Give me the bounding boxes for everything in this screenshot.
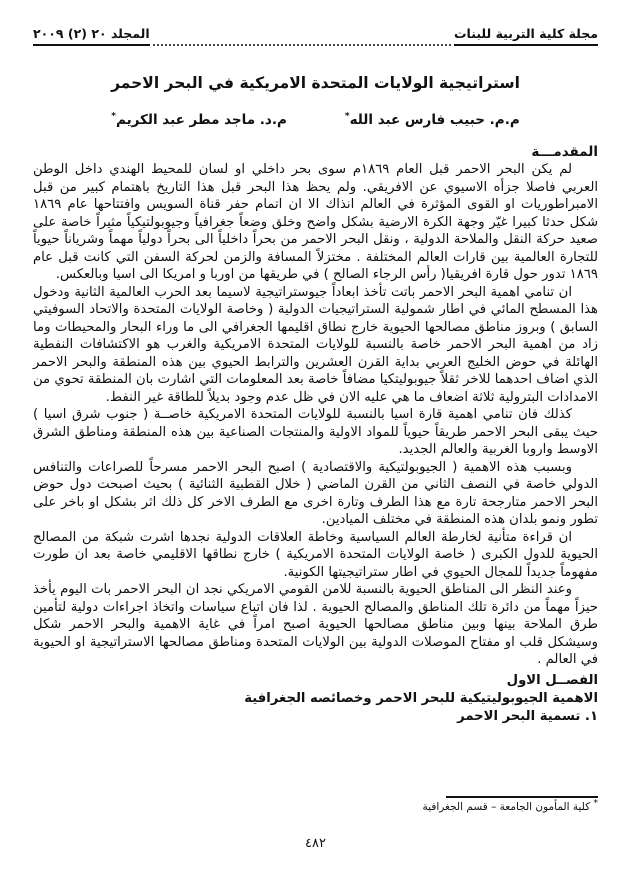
chapter-subtitle: الاهمية الجيوبوليتيكية للبحر الاحمر وخصائصه الجغرافية [244,690,598,706]
paragraph-5: ان قراءة متأنية لخارطة العالم السياسية وخاطة العلاقات الدولية نجدها اشرت شبكة من المصالح الحيوية للدول الكبرى ( خاصة الولايات المتحدة الامريكية ) خارج نطاقها الاقليمي خاصة بعد ان طورت مفهوماً جديداً للمجال الحيوي في اطار ستراتيجيتها الكونية. [33,529,598,580]
chapter-heading-block [33,672,598,726]
journal-title: مجلة كلية التربية للبنات [454,26,598,46]
footnote-affiliation: كلية المأمون الجامعة – قسم الجغرافية [422,801,594,813]
footnote-marker: * [593,798,598,809]
journal-header [33,26,598,46]
authors-row [33,112,598,128]
footnote-rule [446,796,598,798]
author-2-name: م.د. ماجد مطر عبد الكريم [116,112,287,128]
author-2-footnote-marker: * [111,111,116,122]
volume-issue-year: المجلد ٢٠ (٢) ٢٠٠٩ [33,26,150,46]
introduction-heading: المقدمـــة [531,144,598,160]
paragraph-3: كذلك فان تنامي اهمية قارة اسيا بالنسبة للولايات المتحدة الامريكية خاصــة ( جنوب شرق اسيا ) حيث يبقى البحر الاحمر طريقاً حيوياً للمواد الاولية والمنتجات الصناعية بين هذه المنطقة ومناطق الشرق الاوسط واروبا الغربية والعالم الجديد. [33,407,598,457]
chapter-section-1: ١. تسمية البحر الاحمر [457,708,598,724]
author-1 [345,112,520,128]
footnote-text [33,798,598,813]
author-2 [111,112,287,128]
paragraph-2: ان تنامي اهمية البحر الاحمر باتت تأخذ ابعاداً جيوستراتيجية لاسيما بعد الحرب العالمية الثانية ودخول هذا المسطح المائي في اطار شمولية الستراتيجيات الدولية ( وخاصة الولايات المتحدة والاتحاد السوفيتي السابق ) وبروز مناطق مصالحها الحيوية خارج نطاق اقليمها الجغرافي الى ما وراء البحار والمحيطات وما زاد من اهمية البحر الاحمر خاصة بالنسبة للولايات المتحدة الامريكية والغرب هو الاكتشافات النفطية الهائلة في حوض الخليج العربي بداية القرن العشرين والترابط الحيوي بين هذه المنطقة والبحر الاحمر الذي اضاف احدهما للاخر ثقلاً جيوبوليتكيا مضافاً خاصة بعد المعلومات التي اشارت بان المنطقة تحوي من الامدادات البترولية ثلاثة اضعاف ما هي عليه الان في ظل عدم وجود بديلاً للطاقة غير النفط. [33,284,598,405]
paragraph-4: وبسبب هذه الاهمية ( الجيوبولتيكية والاقتصادية ) اصبح البحر الاحمر مسرحاً للصراعات والتنافس الدولي خاصة في النصف الثاني من القرن الماضي ( خلال القطبية الثنائية ) بحيث اصبحت دول حوض البحر الاحمر متارجحة تارة مع هذا الطرف وتارة اخرى مع الطرف الاخر كل ذلك اثر بشكل او باخر على تطور ونمو بلدان هذه المنطقة في مختلف الميادين. [33,459,598,527]
footnote-block [33,796,598,813]
chapter-title: الفصــل الاول [506,672,598,688]
author-1-footnote-marker: * [344,111,350,122]
author-1-name: م.م. حبيب فارس عبد الله [349,112,520,128]
paragraph-1: لم يكن البحر الاحمر قبل العام ١٨٦٩م سوى بحر داخلي او لسان للمحيط الهندي داخل الوطن العربي فاصلا جزأه الاسيوي عن الافريقي. ولم يحظ هذا البحر قبل هذا التاريخ باهتمام كبير من قبل الامبراطوريات او القوى المؤثرة في العالم انذاك الا ان اتمام حفر قناة السويس وافتتاحها عام ١٨٦٩ شكل حدثا كبيرا غيّر وجهة الكرة الارضية بشكل واضح وخلق وضعاً جغرافياً وجيوبولتيكياً مثيراً خاصة على صعيد حركة النقل والملاحة الدولية ، ونقل البحر الاحمر من بحراً داخلياً الى بحراً دولياً مهماً وشرياناً حيوياً للتجارة العالمية بين قارات العالم المختلفة . مختزلاً المسافة والزمن لحركة السفن التي كانت قبل عام ١٨٦٩ تدور حول قارة افريقيا( رأس الرجاء الصالح ) في طريقها من اوربا و امريكا الى اسيا وبالعكس. [33,162,598,282]
paragraph-6: وعند النظر الى المناطق الحيوية بالنسبة للامن القومي الامريكي نجد ان البحر الاحمر بات اليوم يأخذ حيزاً مهماً من دائرة تلك المناطق والمصالح الحيوية . لذا فان اتباع سياسات واتخاذ اجراءات دولية لتأمين طرق الملاحة بينها وبين مناطق مصالحها الحيوية اصبح امراً في غاية الاهمية والبحر الاحمر شكل وسيشكل قلب او مفتاح الموصلات الدولية بين الولايات المتحدة ومناطق مصالحها الاستراتيجية او الحيوية في العالم . [33,582,598,667]
article-title: استراتيجية الولايات المتحدة الامريكية في البحر الاحمر [111,74,520,92]
header-dotted-rule [153,43,451,46]
page-number: ٤٨٢ [305,836,326,851]
